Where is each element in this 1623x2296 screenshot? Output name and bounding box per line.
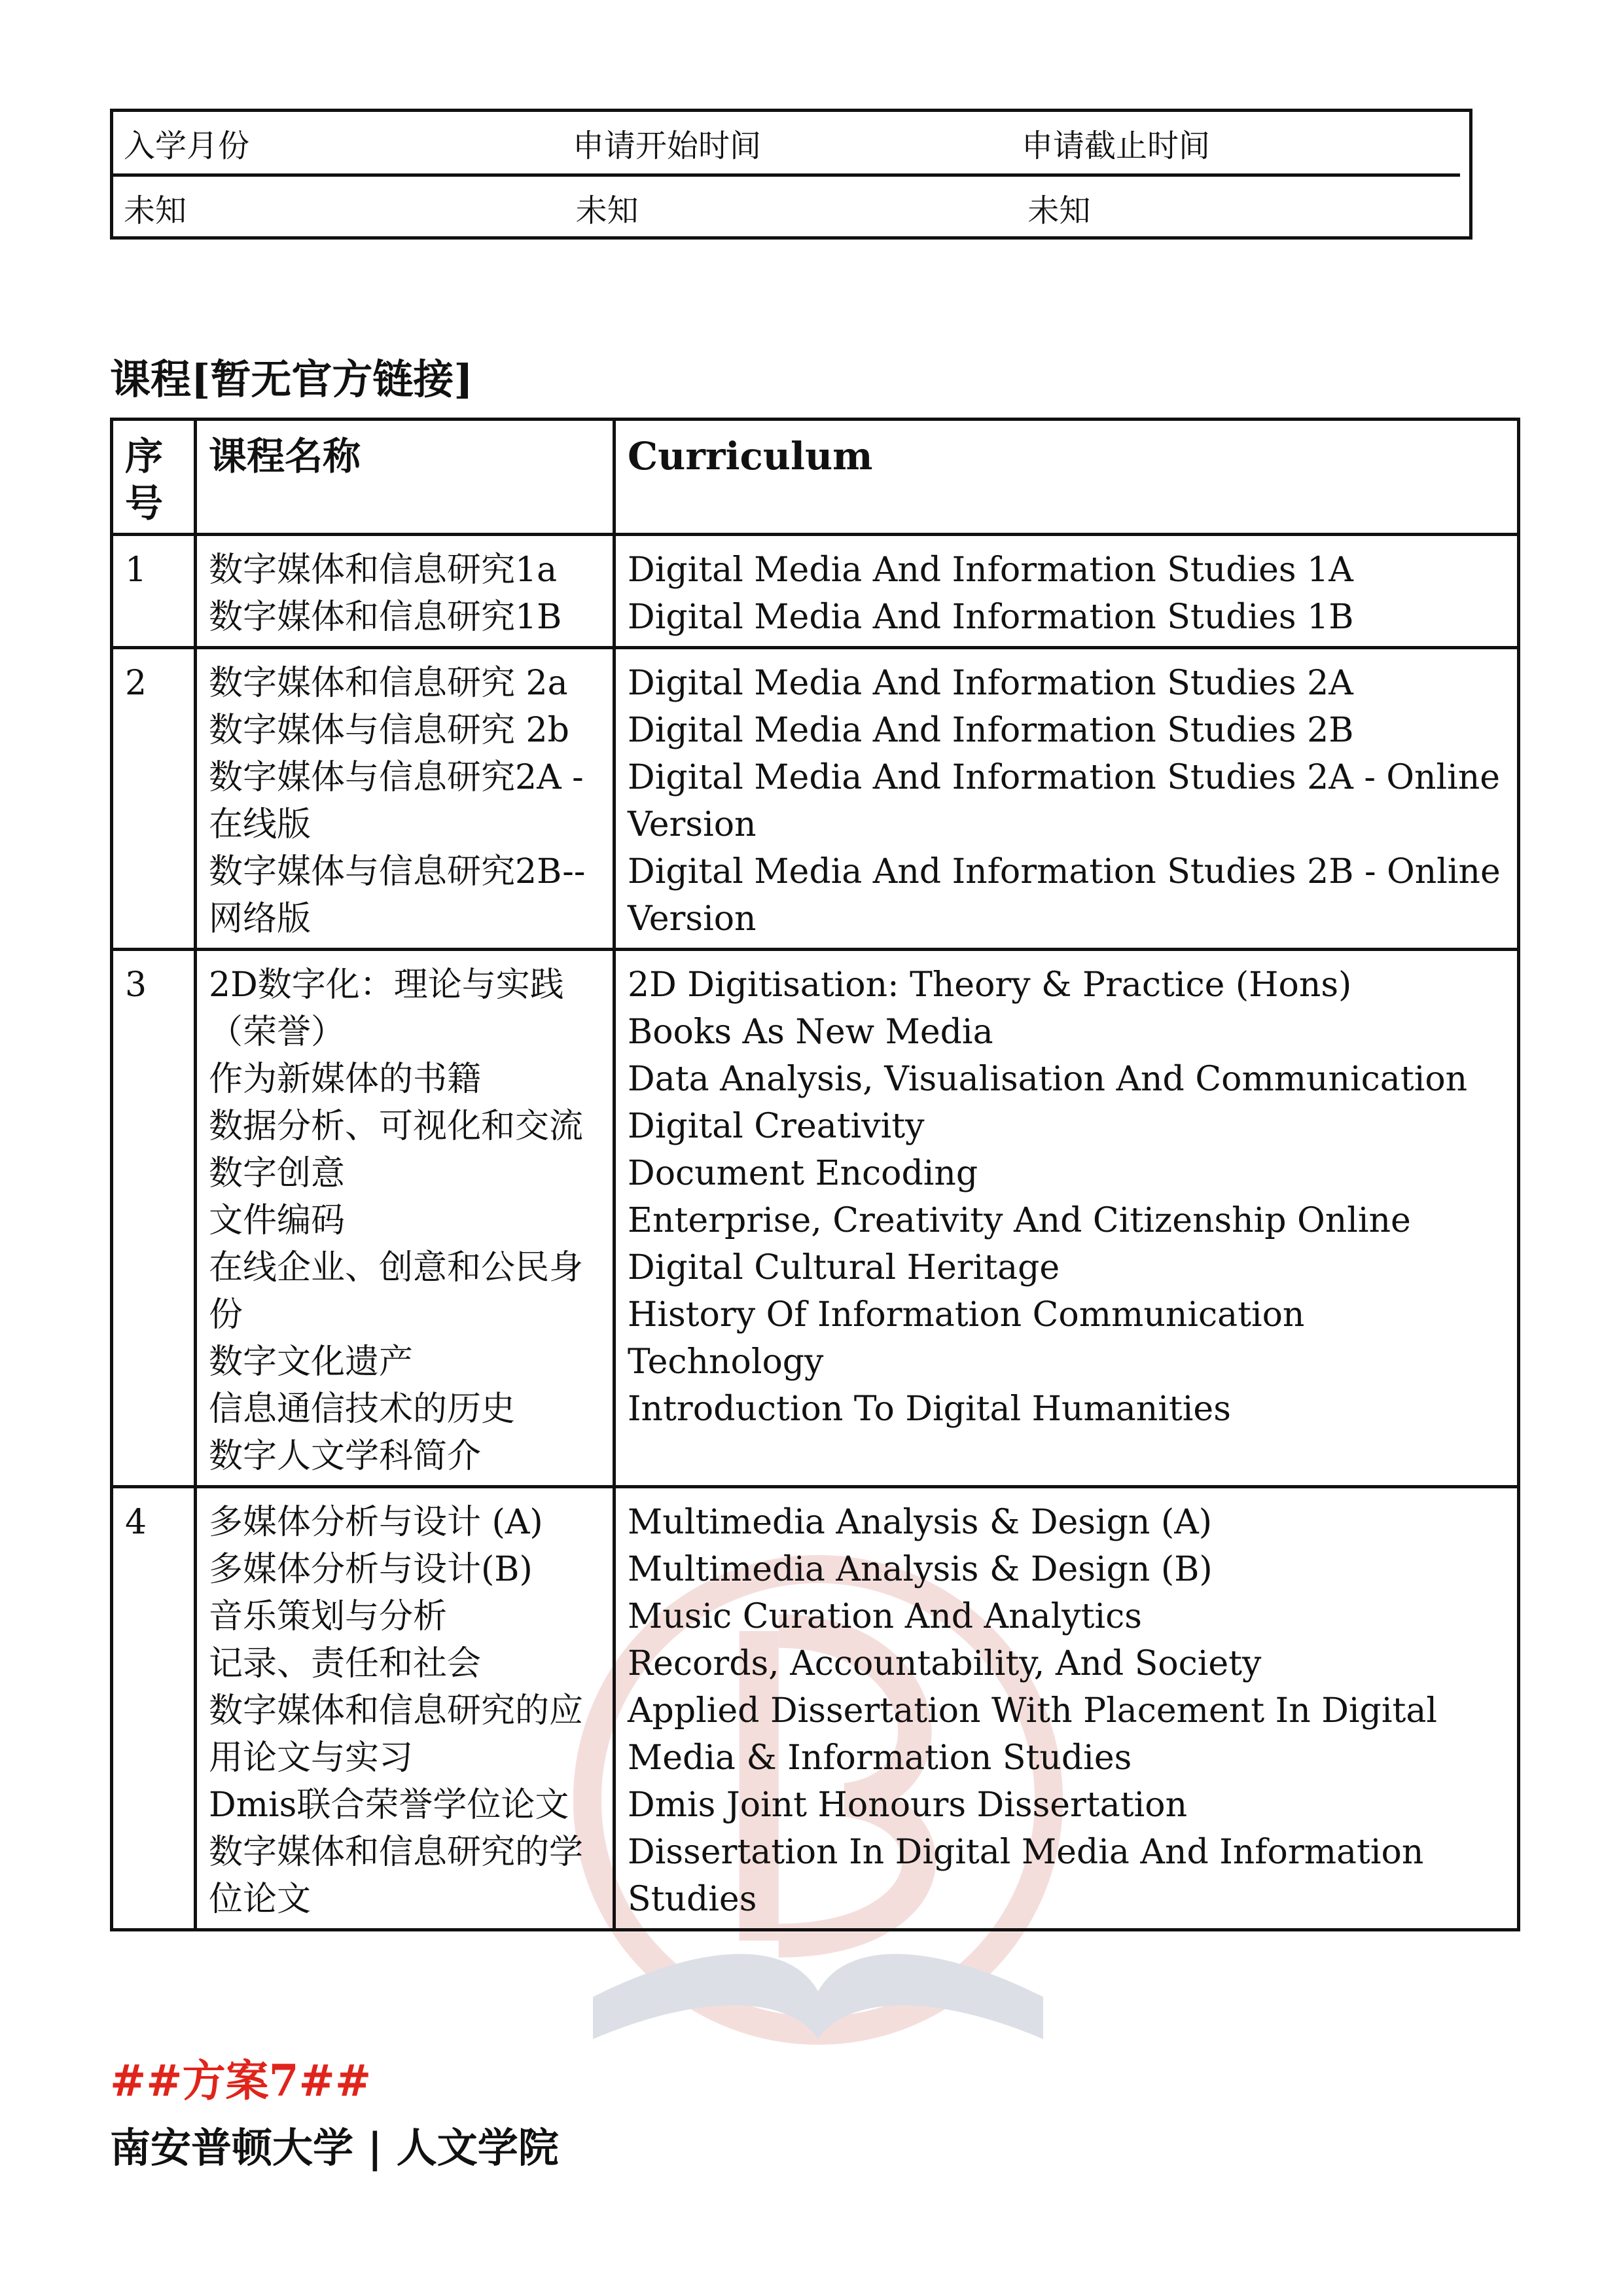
course-name-cn-cell (196, 535, 615, 648)
course-name-cn: 数据分析、可视化和交流 (209, 1107, 584, 1146)
intake-dates-table (110, 109, 1472, 240)
course-name-en: Digital Cultural Heritage (628, 1248, 1060, 1287)
value-intake-month: 未知 (124, 192, 187, 229)
course-name-cn: 数字媒体和信息研究 2a (209, 664, 568, 703)
course-header-row (112, 420, 1519, 535)
header-course-name: 课程名称 (196, 420, 615, 535)
course-table (110, 418, 1520, 1931)
header-application-deadline: 申请截止时间 (1022, 127, 1211, 164)
course-name-cn: 数字媒体和信息研究1a (209, 550, 558, 590)
course-name-en: Music Curation And Analytics (628, 1597, 1142, 1636)
course-name-en: Digital Media And Information Studies 2A - Online Version (628, 758, 1501, 844)
course-name-cn-cell (196, 950, 615, 1487)
course-name-en: Document Encoding (628, 1154, 978, 1193)
course-name-en: Applied Dissertation With Placement In Digital Media & Information Studies (628, 1691, 1437, 1778)
course-name-cn: 数字媒体与信息研究2A - 在线版 (209, 758, 584, 844)
course-name-cn-cell (196, 648, 615, 950)
course-table-body (112, 535, 1519, 1930)
value-application-deadline: 未知 (1027, 192, 1091, 229)
course-name-en: Dmis Joint Honours Dissertation (628, 1785, 1188, 1825)
course-name-en: Dissertation In Digital Media And Information Studies (628, 1833, 1424, 1919)
intake-value-row (113, 177, 1469, 238)
course-name-cn: 2D数字化：理论与实践（荣誉） (209, 965, 564, 1052)
course-name-cn: 数字媒体与信息研究 2b (209, 711, 569, 750)
course-name-en: Introduction To Digital Humanities (628, 1390, 1231, 1429)
course-name-en: Multimedia Analysis & Design (A) (628, 1503, 1213, 1542)
course-name-cn: 文件编码 (209, 1201, 346, 1240)
table-row (112, 1487, 1519, 1930)
school-label: 南安普顿大学 | 人文学院 (110, 2124, 559, 2172)
course-name-cn: 数字媒体和信息研究1B (209, 598, 562, 637)
course-name-cn: 多媒体分析与设计(B) (209, 1550, 533, 1589)
table-row (112, 648, 1519, 950)
curriculum-en-cell (615, 648, 1519, 950)
course-name-en: Books As New Media (628, 1013, 993, 1052)
row-index: 1 (112, 535, 196, 648)
course-name-en: Records, Accountability, And Society (628, 1644, 1262, 1683)
course-name-en: Digital Media And Information Studies 1B (628, 598, 1354, 637)
curriculum-en-cell (615, 535, 1519, 648)
curriculum-en-cell (615, 1487, 1519, 1930)
table-row (112, 950, 1519, 1487)
course-name-cn: 数字文化遗产 (209, 1342, 414, 1382)
row-index: 4 (112, 1487, 196, 1930)
course-name-en: 2D Digitisation: Theory & Practice (Hons) (628, 965, 1352, 1005)
course-name-cn: 作为新媒体的书籍 (209, 1060, 482, 1099)
course-name-en: Multimedia Analysis & Design (B) (628, 1550, 1213, 1589)
course-name-en: Digital Media And Information Studies 1A (628, 550, 1353, 590)
course-name-en: Digital Media And Information Studies 2B - Online Version (628, 852, 1501, 939)
course-name-cn: 数字媒体和信息研究的应用论文与实习 (209, 1691, 584, 1778)
course-name-cn: 数字人文学科简介 (209, 1437, 482, 1476)
course-name-cn: 数字创意 (209, 1154, 346, 1193)
header-curriculum: Curriculum (615, 420, 1519, 535)
course-name-cn: Dmis联合荣誉学位论文 (209, 1785, 569, 1825)
table-row (112, 535, 1519, 648)
course-name-en: Digital Media And Information Studies 2A (628, 664, 1353, 703)
course-name-en: Digital Creativity (628, 1107, 925, 1146)
course-name-cn: 在线企业、创意和公民身份 (209, 1248, 584, 1335)
course-name-cn: 信息通信技术的历史 (209, 1390, 516, 1429)
intake-header-row (113, 112, 1460, 177)
course-name-en: Data Analysis, Visualisation And Communication (628, 1060, 1468, 1099)
header-index: 序号 (112, 420, 196, 535)
course-name-en: History Of Information Communication Technology (628, 1295, 1305, 1382)
course-name-cn: 多媒体分析与设计 (A) (209, 1503, 543, 1542)
course-name-en: Digital Media And Information Studies 2B (628, 711, 1354, 750)
course-section-title: 课程[暂无官方链接] (110, 355, 473, 403)
course-name-cn: 记录、责任和社会 (209, 1644, 482, 1683)
curriculum-en-cell (615, 950, 1519, 1487)
course-name-cn: 音乐策划与分析 (209, 1597, 448, 1636)
value-application-start: 未知 (575, 192, 639, 229)
course-name-cn: 数字媒体和信息研究的学位论文 (209, 1833, 584, 1919)
row-index: 3 (112, 950, 196, 1487)
plan-label: ##方案7## (110, 2055, 372, 2106)
course-name-cn-cell (196, 1487, 615, 1930)
header-intake-month: 入学月份 (124, 127, 250, 164)
course-name-cn: 数字媒体与信息研究2B--网络版 (209, 852, 586, 939)
header-application-start: 申请开始时间 (573, 127, 762, 164)
course-name-en: Enterprise, Creativity And Citizenship Online (628, 1201, 1411, 1240)
row-index: 2 (112, 648, 196, 950)
